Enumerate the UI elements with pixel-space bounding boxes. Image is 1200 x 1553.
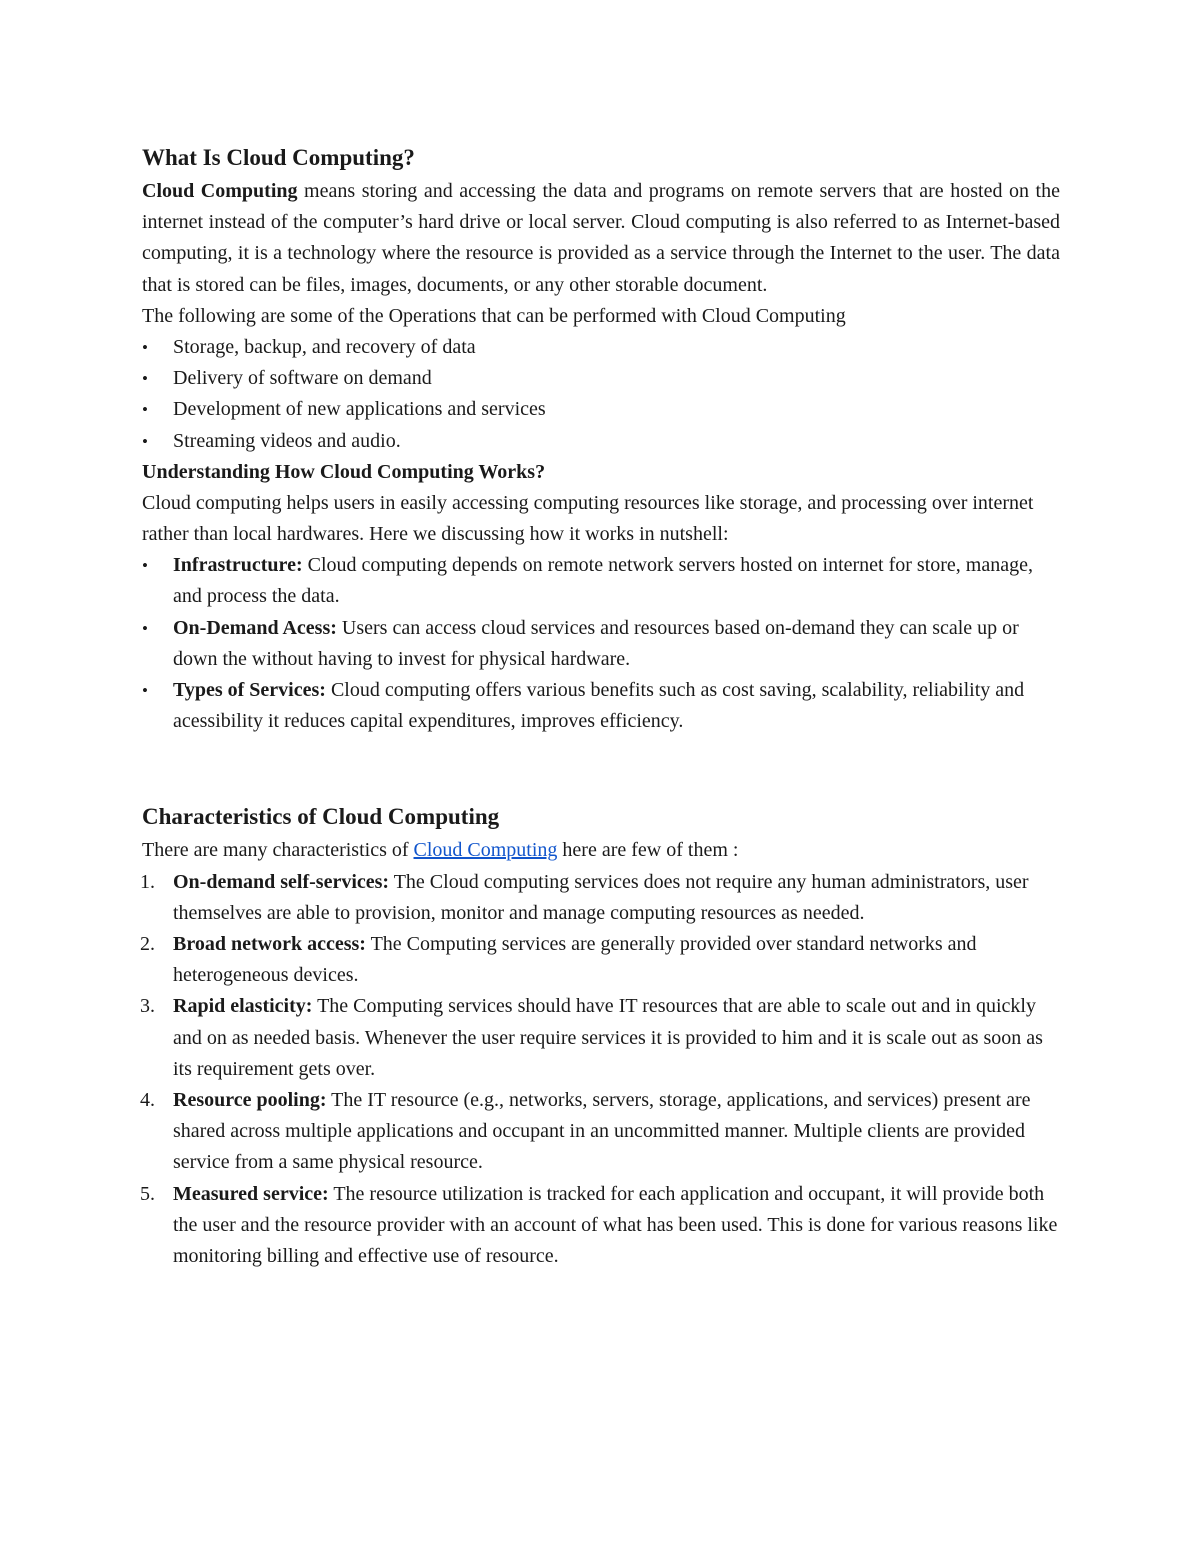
list-item-text: Cloud computing depends on remote network servers hosted on internet for store, manage, and process the data.	[173, 554, 1033, 608]
list-item-text: The Computing services should have IT resources that are able to scale out and in quickly and on as needed basis. Whenever the user require services it is provided to him and it is scale out as soon as its requirement gets over.	[173, 995, 1043, 1080]
how-it-works-intro: Cloud computing helps users in easily accessing computing resources like storage, and processing over internet rather than local hardwares. Here we discussing how it works in nutshell:	[142, 491, 1034, 546]
list-item-term: On-demand self-services:	[173, 870, 390, 893]
bullet-icon: •	[142, 618, 148, 638]
list-item	[142, 332, 1060, 363]
intro-bold-term: Cloud Computing	[142, 180, 298, 202]
bullet-icon: •	[142, 681, 148, 701]
intro-text: means storing and accessing the data and programs on remote servers that are hosted on the internet instead of the computer’s hard drive or local server. Cloud computing is also referred to as Internet-based computing, it is a technology where the resource is provided as a service through the Internet to the user. The data that is stored can be files, images, documents, or any other storable document.	[142, 180, 1060, 296]
list-item	[142, 991, 1060, 1085]
list-number: 3.	[140, 995, 155, 1018]
list-item-term: Broad network access:	[173, 933, 366, 956]
document-page	[142, 140, 1060, 1272]
list-item	[142, 1179, 1060, 1273]
intro-paragraph	[142, 176, 1060, 301]
list-item-text: Delivery of software on demand	[173, 367, 432, 390]
list-item	[142, 394, 1060, 425]
bullet-icon: •	[142, 400, 148, 420]
section-spacer	[142, 737, 1060, 799]
list-item-term: Rapid elasticity:	[173, 995, 313, 1018]
bullet-icon: •	[142, 338, 148, 358]
list-number: 5.	[140, 1182, 155, 1205]
list-item-text: Storage, backup, and recovery of data	[173, 336, 476, 359]
bullet-icon: •	[142, 431, 148, 451]
list-item-text: Streaming videos and audio.	[173, 429, 401, 452]
list-item	[142, 613, 1060, 675]
operations-lead: The following are some of the Operations that can be performed with Cloud Computing	[142, 304, 846, 327]
list-item-term: Resource pooling:	[173, 1089, 327, 1112]
intro-text-before: There are many characteristics of	[142, 839, 414, 862]
list-item-text: The Computing services are generally provided over standard networks and heterogeneous devices.	[173, 933, 977, 987]
list-item	[142, 363, 1060, 394]
how-it-works-list	[142, 550, 1060, 737]
list-item	[142, 929, 1060, 991]
list-item-term: Measured service:	[173, 1182, 329, 1205]
list-number: 1.	[140, 870, 155, 893]
characteristics-list	[142, 867, 1060, 1273]
bullet-icon: •	[142, 369, 148, 389]
bullet-icon: •	[142, 556, 148, 576]
cloud-computing-link[interactable]: Cloud Computing	[413, 839, 558, 862]
characteristics-intro	[142, 835, 1060, 866]
list-item-text: The resource utilization is tracked for each application and occupant, it will provide both the user and the resource provider with an account of what has been used. This is done for various reasons like monitoring billing and effective use of resource.	[173, 1182, 1058, 1268]
list-item-text: Cloud computing offers various benefits such as cost saving, scalability, reliability and acessibility it reduces capital expenditures, improves efficiency.	[173, 679, 1025, 733]
list-item-text: Development of new applications and services	[173, 398, 546, 421]
list-number: 4.	[140, 1089, 155, 1112]
list-item	[142, 550, 1060, 612]
list-item	[142, 1085, 1060, 1179]
intro-text-after: here are few of them :	[557, 839, 739, 862]
list-item-term: Types of Services:	[173, 679, 326, 702]
list-item	[142, 867, 1060, 929]
heading-characteristics: Characteristics of Cloud Computing	[142, 804, 500, 830]
list-item-term: Infrastructure:	[173, 554, 303, 577]
operations-list	[142, 332, 1060, 457]
list-item	[142, 426, 1060, 457]
list-item-term: On-Demand Acess:	[173, 616, 337, 639]
list-item-text: The IT resource (e.g., networks, servers, storage, applications, and services) present are shared across multiple applications and occupant in an uncommitted manner. Multiple clients are provided service from a same physical resource.	[173, 1089, 1031, 1174]
list-item-text: Users can access cloud services and resources based on-demand they can scale up or down the without having to invest for physical hardware.	[173, 616, 1019, 670]
heading-what-is-cloud-computing: What Is Cloud Computing?	[142, 145, 415, 170]
list-number: 2.	[140, 933, 155, 956]
list-item-text: The Cloud computing services does not require any human administrators, user themselves are able to provision, monitor and manage computing resources as needed.	[173, 870, 1029, 924]
list-item	[142, 675, 1060, 737]
heading-how-cloud-works: Understanding How Cloud Computing Works?	[142, 460, 546, 483]
